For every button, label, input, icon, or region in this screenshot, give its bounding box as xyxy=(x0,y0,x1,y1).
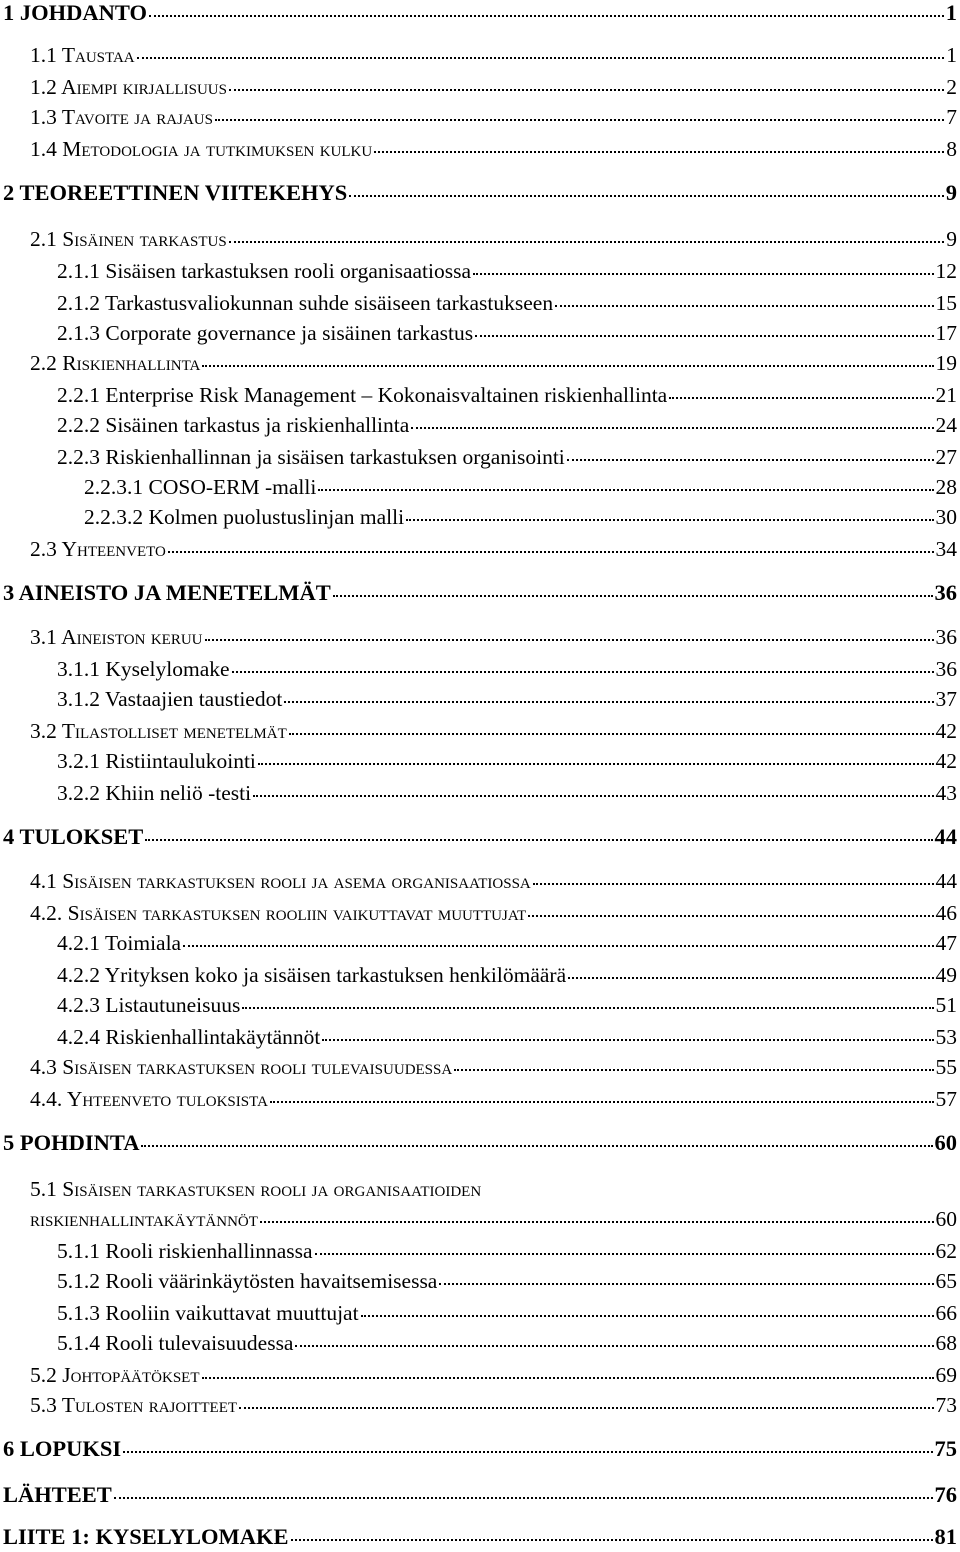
toc-entry[interactable] xyxy=(30,1362,957,1388)
toc-entry-title: 2.2.3.2 Kolmen puolustuslinjan malli xyxy=(84,505,405,529)
toc-entry[interactable] xyxy=(3,1436,957,1462)
dot-leader xyxy=(253,795,933,797)
toc-entry-page: 17 xyxy=(935,321,957,345)
dot-leader xyxy=(149,15,944,17)
toc-entry-title: 5.1.3 Rooliin vaikuttavat muuttujat xyxy=(57,1301,359,1325)
dot-leader xyxy=(361,1315,934,1317)
toc-entry-page: 36 xyxy=(934,580,957,605)
dot-leader xyxy=(349,195,943,197)
dot-leader xyxy=(114,1497,933,1499)
toc-entry-page: 43 xyxy=(935,781,957,805)
toc-entry-page: 44 xyxy=(935,869,957,893)
toc-entry-page: 34 xyxy=(935,537,957,561)
dot-leader xyxy=(202,1377,934,1379)
toc-entry-page: 1 xyxy=(945,0,957,25)
dot-leader xyxy=(202,365,933,367)
dot-leader xyxy=(473,273,933,275)
dot-leader xyxy=(439,1283,933,1285)
dot-leader xyxy=(123,1451,932,1453)
dot-leader xyxy=(318,489,933,491)
toc-entry-title: 6 LOPUKSI xyxy=(3,1436,122,1461)
toc-entry-page: 66 xyxy=(935,1301,957,1325)
toc-entry[interactable] xyxy=(30,1206,957,1232)
toc-entry-title: 2.2.1 Enterprise Risk Management – Kokonaisvaltainen riskienhallinta xyxy=(57,383,668,407)
toc-entry[interactable] xyxy=(30,868,957,894)
dot-leader xyxy=(454,1069,933,1071)
toc-entry-title: 2 TEOREETTINEN VIITEKEHYS xyxy=(3,180,348,205)
toc-entry-page: 36 xyxy=(935,657,957,681)
toc-entry-page: 60 xyxy=(935,1207,957,1231)
toc-entry-title: 1.3 Tavoite ja rajaus xyxy=(30,105,213,129)
dot-leader xyxy=(145,839,932,841)
toc-entry-title: 1.1 Taustaa xyxy=(30,43,135,67)
dot-leader xyxy=(295,1345,933,1347)
toc-entry-title: LIITE 1: KYSELYLOMAKE xyxy=(3,1524,289,1549)
toc-entry-title: 2.2 Riskienhallinta xyxy=(30,351,201,375)
toc-entry[interactable] xyxy=(3,1482,957,1508)
dot-leader xyxy=(315,1253,934,1255)
toc-entry[interactable] xyxy=(30,42,957,68)
toc-entry-page: 37 xyxy=(935,687,957,711)
toc-entry[interactable] xyxy=(57,748,957,774)
dot-leader xyxy=(406,519,933,521)
dot-leader xyxy=(291,1539,933,1541)
toc-entry-page: 36 xyxy=(935,625,957,649)
toc-entry-title: 2.1.2 Tarkastusvaliokunnan suhde sisäiseen tarkastukseen xyxy=(57,291,554,315)
dot-leader xyxy=(260,1221,934,1223)
dot-leader xyxy=(555,305,933,307)
toc-entry-page: 42 xyxy=(935,749,957,773)
dot-leader xyxy=(289,733,934,735)
toc-entry[interactable] xyxy=(57,930,957,956)
toc-entry-page: 47 xyxy=(935,931,957,955)
toc-entry[interactable] xyxy=(3,1524,957,1550)
toc-entry-page: 9 xyxy=(945,180,957,205)
toc-entry-title: 5.1.1 Rooli riskienhallinnassa xyxy=(57,1239,313,1263)
dot-leader xyxy=(568,977,933,979)
toc-entry[interactable] xyxy=(3,1130,957,1156)
dot-leader xyxy=(242,1007,933,1009)
toc-entry-page: 46 xyxy=(935,901,957,925)
toc-entry-page: 28 xyxy=(935,475,957,499)
toc-entry[interactable] xyxy=(57,1268,957,1294)
toc-entry-page: 7 xyxy=(946,105,957,129)
toc-entry-title: 4.2.2 Yrityksen koko ja sisäisen tarkastuksen henkilömäärä xyxy=(57,963,567,987)
toc-entry-page: 1 xyxy=(946,43,957,67)
toc-entry-page: 51 xyxy=(935,993,957,1017)
dot-leader xyxy=(270,1101,934,1103)
toc-entry-title: 4.2.4 Riskienhallintakäytännöt xyxy=(57,1025,321,1049)
toc-entry[interactable] xyxy=(30,900,957,926)
dot-leader xyxy=(183,945,933,947)
toc-entry-title: 5.3 Tulosten rajoitteet xyxy=(30,1393,238,1417)
toc-entry[interactable] xyxy=(30,718,957,744)
toc-entry[interactable] xyxy=(3,824,957,850)
toc-entry[interactable] xyxy=(3,0,957,26)
toc-entry[interactable] xyxy=(30,226,957,252)
toc-entry-page: 44 xyxy=(934,824,957,849)
dot-leader xyxy=(215,119,944,121)
toc-entry[interactable] xyxy=(30,104,957,130)
toc-entry[interactable] xyxy=(30,624,957,650)
dot-leader xyxy=(239,1407,933,1409)
toc-entry-page: 62 xyxy=(935,1239,957,1263)
dot-leader xyxy=(284,701,933,703)
toc-entry[interactable] xyxy=(57,992,957,1018)
toc-entry-title: 3.1.1 Kyselylomake xyxy=(57,657,230,681)
dot-leader xyxy=(333,595,933,597)
toc-entry[interactable] xyxy=(57,1330,957,1356)
toc-entry-title: 4.4. Yhteenveto tuloksista xyxy=(30,1087,268,1111)
toc-entry-title: 1.2 Aiempi kirjallisuus xyxy=(30,75,227,99)
toc-entry-page: 73 xyxy=(935,1393,957,1417)
toc-entry[interactable] xyxy=(3,180,957,206)
dot-leader xyxy=(669,397,933,399)
toc-entry-page: 60 xyxy=(934,1130,957,1155)
dot-leader xyxy=(475,335,933,337)
toc-entry-page: 42 xyxy=(935,719,957,743)
toc-entry-title: 5.1.2 Rooli väärinkäytösten havaitsemisessa xyxy=(57,1269,438,1293)
dot-leader xyxy=(141,1145,932,1147)
toc-entry-page: 76 xyxy=(934,1482,957,1507)
toc-entry[interactable] xyxy=(30,136,957,162)
toc-entry-title: 4.2.1 Toimiala xyxy=(57,931,182,955)
toc-entry[interactable] xyxy=(57,382,957,408)
dot-leader xyxy=(232,671,934,673)
dot-leader xyxy=(411,427,933,429)
toc-entry-page: 49 xyxy=(935,963,957,987)
toc-entry-title: 2.2.3.1 COSO-ERM -malli xyxy=(84,475,317,499)
toc-entry[interactable] xyxy=(57,780,957,806)
toc-entry-title: 3.1.2 Vastaajien taustiedot xyxy=(57,687,283,711)
toc-entry-title: 4.2. Sisäisen tarkastuksen rooliin vaikuttavat muuttujat xyxy=(30,901,527,925)
toc-entry-title: 4.3 Sisäisen tarkastuksen rooli tulevaisuudessa xyxy=(30,1055,453,1079)
dot-leader xyxy=(528,915,933,917)
toc-entry-page: 12 xyxy=(935,259,957,283)
toc-entry-page: 69 xyxy=(935,1363,957,1387)
toc-entry-page: 2 xyxy=(946,75,957,99)
toc-entry-page: 75 xyxy=(934,1436,957,1461)
toc-entry-page: 19 xyxy=(935,351,957,375)
toc-entry-page: 8 xyxy=(946,137,957,161)
toc-entry[interactable] xyxy=(30,1054,957,1080)
dot-leader xyxy=(533,883,934,885)
dot-leader xyxy=(168,551,934,553)
toc-entry-title: LÄHTEET xyxy=(3,1482,112,1507)
toc-entry-title: 2.1.1 Sisäisen tarkastuksen rooli organisaatiossa xyxy=(57,259,472,283)
toc-entry-title: 5.1 Sisäisen tarkastuksen rooli ja organisaatioiden xyxy=(30,1177,482,1201)
toc-entry[interactable] xyxy=(3,580,957,606)
toc-entry-title: 4.2.3 Listautuneisuus xyxy=(57,993,241,1017)
toc-entry[interactable] xyxy=(57,1024,957,1050)
toc-entry-title: 2.1 Sisäinen tarkastus xyxy=(30,227,227,251)
dot-leader xyxy=(137,57,945,59)
toc-entry-page: 15 xyxy=(935,291,957,315)
toc-entry[interactable] xyxy=(30,350,957,376)
toc-entry-title: 5.2 Johtopäätökset xyxy=(30,1363,200,1387)
toc-entry-title: 3.2.1 Ristiintaulukointi xyxy=(57,749,256,773)
dot-leader xyxy=(229,89,944,91)
toc-entry-title: 5.1.4 Rooli tulevaisuudessa xyxy=(57,1331,294,1355)
toc-entry-title: 3.2 Tilastolliset menetelmät xyxy=(30,719,287,743)
dot-leader xyxy=(322,1039,933,1041)
toc-entry-page: 24 xyxy=(935,413,957,437)
toc-entry-title: 1.4 Metodologia ja tutkimuksen kulku xyxy=(30,137,373,161)
toc-entry-title: 2.3 Yhteenveto xyxy=(30,537,166,561)
dot-leader xyxy=(229,241,945,243)
dot-leader xyxy=(567,459,934,461)
toc-entry[interactable] xyxy=(30,1176,957,1202)
dot-leader xyxy=(374,151,944,153)
toc-entry-title: 4.1 Sisäisen tarkastuksen rooli ja asema organisaatiossa xyxy=(30,869,531,893)
toc-entry[interactable] xyxy=(30,1392,957,1418)
toc-entry-page: 68 xyxy=(935,1331,957,1355)
toc-entry-title: 1 JOHDANTO xyxy=(3,0,147,25)
toc-entry[interactable] xyxy=(57,1238,957,1264)
toc-entry-title: 2.2.2 Sisäinen tarkastus ja riskienhallinta xyxy=(57,413,410,437)
toc-entry-title: riskienhallintakäytännöt xyxy=(30,1207,258,1231)
toc-entry[interactable] xyxy=(57,290,957,316)
toc-entry-title: 3.2.2 Khiin neliö -testi xyxy=(57,781,252,805)
toc-entry[interactable] xyxy=(57,686,957,712)
toc-entry[interactable] xyxy=(57,1300,957,1326)
toc-entry[interactable] xyxy=(30,74,957,100)
toc-entry[interactable] xyxy=(57,412,957,438)
toc-entry-page: 55 xyxy=(935,1055,957,1079)
dot-leader xyxy=(205,639,934,641)
toc-entry-title: 2.2.3 Riskienhallinnan ja sisäisen tarkastuksen organisointi xyxy=(57,445,565,469)
toc-entry-page: 27 xyxy=(935,445,957,469)
toc-entry[interactable] xyxy=(57,444,957,470)
toc-entry[interactable] xyxy=(84,504,957,530)
toc-entry-title: 3 AINEISTO JA MENETELMÄT xyxy=(3,580,331,605)
toc-entry-page: 21 xyxy=(935,383,957,407)
toc-entry-title: 3.1 Aineiston keruu xyxy=(30,625,203,649)
toc-entry[interactable] xyxy=(30,536,957,562)
toc-entry-page: 65 xyxy=(935,1269,957,1293)
toc-entry[interactable] xyxy=(57,258,957,284)
toc-entry-page: 81 xyxy=(934,1524,957,1549)
toc-entry-title: 5 POHDINTA xyxy=(3,1130,140,1155)
dot-leader xyxy=(258,763,934,765)
toc-entry-title: 4 TULOKSET xyxy=(3,824,144,849)
toc-entry[interactable] xyxy=(57,320,957,346)
toc-entry[interactable] xyxy=(30,1086,957,1112)
toc-entry-title: 2.1.3 Corporate governance ja sisäinen tarkastus xyxy=(57,321,474,345)
toc-entry-page: 57 xyxy=(935,1087,957,1111)
toc-entry-page: 30 xyxy=(935,505,957,529)
toc-entry-page: 53 xyxy=(935,1025,957,1049)
toc-entry[interactable] xyxy=(57,656,957,682)
toc-entry[interactable] xyxy=(57,962,957,988)
toc-entry-page: 9 xyxy=(946,227,957,251)
toc-entry[interactable] xyxy=(84,474,957,500)
